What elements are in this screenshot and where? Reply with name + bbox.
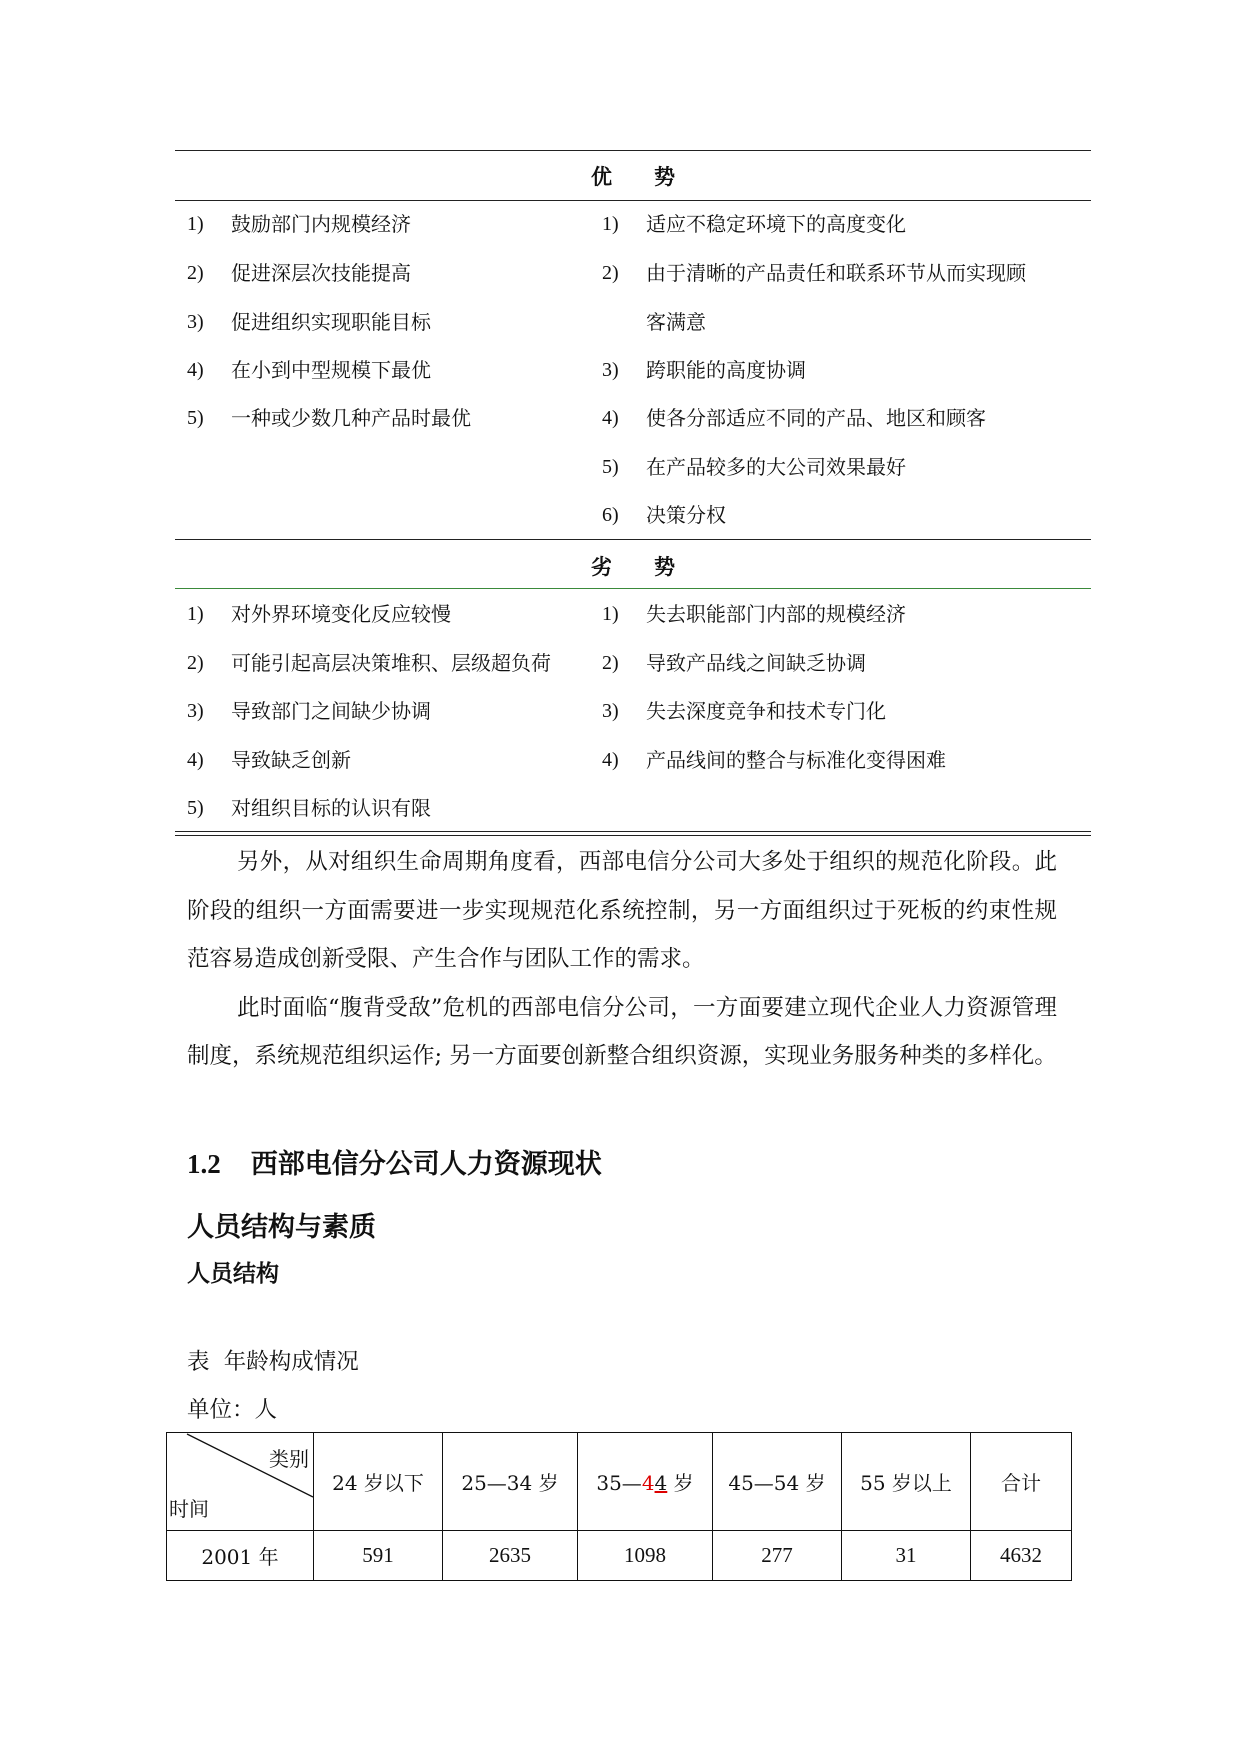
list-number: 3) [187, 700, 204, 722]
table-cell: 2635 [443, 1531, 578, 1581]
list-number: 3) [602, 700, 619, 722]
age-table [166, 1432, 1072, 1581]
list-number: 2) [602, 262, 619, 284]
list-item: 促进深层次技能提高 [231, 261, 411, 285]
section-title: 西部电信分公司人力资源现状 [250, 1149, 602, 1180]
list-number: 4) [187, 359, 204, 381]
list-number: 1) [602, 213, 619, 235]
list-number: 1) [187, 213, 204, 235]
subsection-heading: 人员结构与素质 [187, 1212, 376, 1243]
disadvantages-top-rule [175, 539, 1091, 540]
corner-category-label: 类别 [269, 1447, 309, 1471]
section-heading [187, 1142, 602, 1181]
list-item: 可能引起高层决策堆积、层级超负荷 [231, 651, 551, 675]
list-item: 对外界环境变化反应较慢 [231, 602, 451, 626]
row-label: 2001 年 [167, 1531, 314, 1581]
list-item: 促进组织实现职能目标 [231, 310, 431, 334]
list-number: 5) [602, 456, 619, 478]
list-number: 2) [602, 652, 619, 674]
list-item: 跨职能的高度协调 [646, 358, 806, 382]
table-cell: 4632 [971, 1531, 1072, 1581]
column-header: 45—54 岁 [713, 1433, 842, 1531]
list-number: 3) [602, 359, 619, 381]
list-number: 1) [602, 603, 619, 625]
paragraph: 此时面临“腹背受敌”危机的西部电信分公司，一方面要建立现代企业人力资源管理制度，系统规范组织运作; 另一方面要创新整合组织资源，实现业务服务种类的多样化。 [187, 994, 1057, 1069]
section-number: 1.2 [187, 1149, 221, 1179]
advantages-heading-rule [175, 200, 1091, 201]
column-header: 24 岁以下 [314, 1433, 443, 1531]
list-number: 1) [187, 603, 204, 625]
list-item: 导致缺乏创新 [231, 748, 351, 772]
list-item-continuation: 客满意 [646, 310, 706, 334]
list-item: 一种或少数几种产品时最优 [231, 406, 471, 430]
list-item: 导致产品线之间缺乏协调 [646, 651, 866, 675]
body-text [187, 838, 1057, 1081]
disadvantages-heading: 劣 势 [591, 554, 675, 579]
list-number: 6) [602, 504, 619, 526]
column-header: 55 岁以上 [842, 1433, 971, 1531]
list-number: 4) [602, 407, 619, 429]
table-cell: 31 [842, 1531, 971, 1581]
paragraph: 另外，从对组织生命周期角度看，西部电信分公司大多处于组织的规范化阶段。此阶段的组织一方面需要进一步实现规范化系统控制，另一方面组织过于死板的约束性规范容易造成创新受限、产生合作与团队工作的需求。 [187, 849, 1057, 972]
column-header: 25—34 岁 [443, 1433, 578, 1531]
subsubsection-heading: 人员结构 [187, 1260, 279, 1287]
table-unit: 单位：人 [187, 1397, 278, 1423]
table-bottom-rule-2 [175, 835, 1091, 836]
list-item: 导致部门之间缺少协调 [231, 699, 431, 723]
table-header-row [167, 1433, 1072, 1531]
table-cell: 591 [314, 1531, 443, 1581]
list-item: 对组织目标的认识有限 [231, 796, 431, 820]
disadvantages-heading-rule [175, 588, 1091, 589]
list-number: 2) [187, 262, 204, 284]
list-number: 4) [187, 749, 204, 771]
column-header: 合计 [971, 1433, 1072, 1531]
table-bottom-rule-1 [175, 831, 1091, 832]
table-caption: 表 年龄构成情况 [187, 1349, 359, 1375]
list-item: 由于清晰的产品责任和联系环节从而实现顾 [646, 261, 1026, 285]
list-item: 适应不稳定环境下的高度变化 [646, 212, 906, 236]
list-number: 3) [187, 311, 204, 333]
list-item: 在小到中型规模下最优 [231, 358, 431, 382]
list-number: 4) [602, 749, 619, 771]
list-number: 2) [187, 652, 204, 674]
advantages-heading: 优 势 [591, 164, 675, 189]
table-top-rule [175, 150, 1091, 151]
list-item: 失去职能部门内部的规模经济 [646, 602, 906, 626]
list-number: 5) [187, 407, 204, 429]
list-item: 使各分部适应不同的产品、地区和顾客 [646, 406, 986, 430]
list-number: 5) [187, 797, 204, 819]
list-item: 决策分权 [646, 503, 726, 527]
list-item: 在产品较多的大公司效果最好 [646, 455, 906, 479]
table-cell: 277 [713, 1531, 842, 1581]
list-item: 鼓励部门内规模经济 [231, 212, 411, 236]
table-row [167, 1531, 1072, 1581]
list-item: 失去深度竞争和技术专门化 [646, 699, 886, 723]
list-item: 产品线间的整合与标准化变得困难 [646, 748, 946, 772]
column-header: 35—44 岁 [578, 1433, 713, 1531]
corner-time-label: 时间 [169, 1497, 209, 1521]
table-corner-cell [167, 1433, 314, 1531]
table-cell: 1098 [578, 1531, 713, 1581]
